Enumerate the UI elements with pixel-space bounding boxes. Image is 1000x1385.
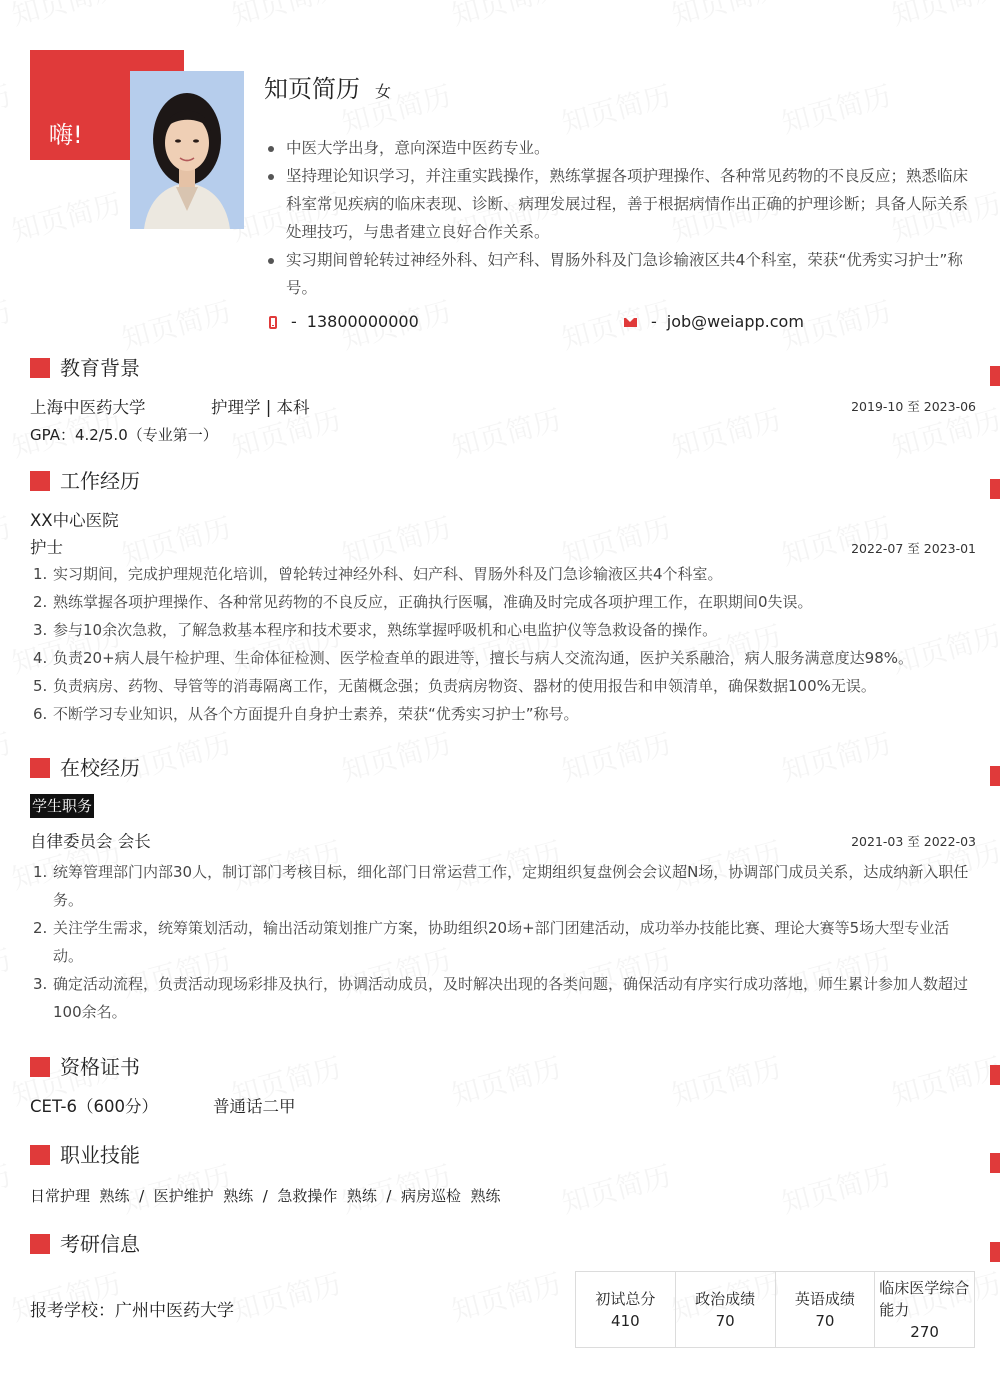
email-contact	[624, 309, 804, 335]
watermark-text	[667, 398, 786, 466]
section-exam-title	[30, 1229, 140, 1259]
watermark-text	[557, 722, 676, 790]
watermark-text	[557, 1154, 676, 1222]
work-item: 5. 负责病房、药物、导管等的消毒隔离工作，无菌概念强；负责病房物资、器材的使用报告和申领清单，确保数据100%无误。	[33, 677, 876, 695]
score-cell	[776, 1272, 876, 1347]
watermark-text	[0, 1154, 15, 1222]
candidate-name: 知页简历	[264, 75, 360, 103]
certificate-item: 普通话二甲	[213, 1097, 296, 1116]
watermark-text	[7, 182, 126, 250]
side-marker	[990, 1242, 1000, 1262]
watermark-text	[117, 290, 236, 358]
contact-separator: -	[651, 312, 657, 331]
watermark-text	[0, 722, 15, 790]
intro-item: 坚持理论知识学习，并注重实践操作，熟练掌握各项护理操作、各种常见药物的不良反应；熟悉临床科室常见疾病的临床表现、诊断、病理发展过程，善于根据病情作出正确的护理诊断；具备人际关系处理技巧，与患者建立良好合作关系。	[265, 162, 980, 246]
score-value: 70	[815, 1311, 835, 1330]
watermark-text	[667, 0, 786, 34]
candidate-gender: 女	[375, 82, 392, 101]
watermark-text	[227, 0, 346, 34]
company-name: XX中心医院	[30, 511, 119, 530]
watermark-text	[557, 74, 676, 142]
watermark-text	[777, 722, 896, 790]
section-campus-title	[30, 753, 140, 783]
watermark-text	[777, 1154, 896, 1222]
work-item: 1. 实习期间，完成护理规范化培训，曾轮转过神经外科、妇产科、胃肠外科及门急诊输液区共4个科室。	[33, 565, 723, 583]
watermark-text	[0, 938, 15, 1006]
intro-item: 实习期间曾轮转过神经外科、妇产科、胃肠外科及门急诊输液区共4个科室，荣获“优秀实习护士”称号。	[265, 246, 980, 302]
skills-line: 日常护理 熟练 / 医护维护 熟练 / 急救操作 熟练 / 病房巡检 熟练	[30, 1187, 501, 1205]
phone-contact	[269, 309, 419, 335]
section-marker	[30, 471, 50, 491]
campus-position: 自律委员会 会长	[30, 832, 151, 851]
campus-item: 2. 关注学生需求，统筹策划活动，输出活动策划推广方案，协助组织20场+部门团建活动，成功举办技能比赛、理论大赛等5场大型专业活动。	[33, 919, 950, 965]
score-cell	[576, 1272, 676, 1347]
section-skills-title	[30, 1140, 140, 1170]
watermark-text	[0, 290, 15, 358]
school-name: 上海中医药大学	[30, 398, 146, 417]
section-education-title	[30, 353, 140, 383]
intro-item: 中医大学出身，意向深造中医药专业。	[265, 134, 980, 162]
intro-list	[265, 134, 980, 302]
score-value: 70	[715, 1311, 735, 1330]
work-item: 6. 不断学习专业知识，从各个方面提升自身护士素养，荣获“优秀实习护士”称号。	[33, 705, 579, 723]
watermark-text	[227, 1262, 346, 1330]
section-marker	[30, 758, 50, 778]
campus-tag: 学生职务	[30, 794, 94, 818]
section-title-text: 在校经历	[60, 756, 140, 780]
watermark-text	[447, 1046, 566, 1114]
score-label: 英语成绩	[794, 1289, 855, 1308]
phone-icon	[269, 316, 277, 329]
section-certificates-title	[30, 1052, 140, 1082]
watermark-text	[0, 506, 15, 574]
campus-item: 3. 确定活动流程，负责活动现场彩排及执行，协调活动成员，及时解决出现的各类问题，确保活动有序实行成功落地，师生累计参加人数超过100余名。	[33, 975, 969, 1021]
avatar-photo	[130, 71, 244, 229]
watermark-text	[0, 74, 15, 142]
side-marker	[990, 479, 1000, 499]
section-marker	[30, 358, 50, 378]
campus-item: 1. 统筹管理部门内部30人，制订部门考核目标，细化部门日常运营工作，定期组织复盘例会会议超N场，协调部门成员关系，达成纳新入职任务。	[33, 863, 969, 909]
side-marker	[990, 766, 1000, 786]
contact-separator: -	[291, 312, 297, 331]
campus-date: 2021-03 至 2022-03	[851, 834, 976, 849]
section-title-text: 教育背景	[60, 356, 140, 380]
greeting: 嗨!	[49, 121, 83, 149]
section-title-text: 工作经历	[60, 469, 140, 493]
gpa: GPA：4.2/5.0（专业第一）	[30, 426, 218, 444]
score-label: 临床医学综合能力	[879, 1278, 970, 1319]
watermark-text	[887, 1046, 1000, 1114]
work-item: 3. 参与10余次急救，了解急救基本程序和技术要求，熟练掌握呼吸机和心电监护仪等急救设备的操作。	[33, 621, 718, 639]
score-label: 政治成绩	[695, 1289, 756, 1308]
score-cell	[875, 1272, 974, 1347]
watermark-text	[7, 0, 126, 34]
mail-icon	[624, 318, 637, 327]
work-item: 2. 熟练掌握各项护理操作、各种常见药物的不良反应，正确执行医嘱，准确及时完成各项护理工作，在职期间0失误。	[33, 593, 813, 611]
email-address[interactable]: job@weiapp.com	[666, 312, 804, 331]
score-table	[575, 1271, 975, 1348]
section-marker	[30, 1234, 50, 1254]
watermark-text	[667, 1046, 786, 1114]
section-marker	[30, 1145, 50, 1165]
watermark-text	[447, 1262, 566, 1330]
score-value: 270	[910, 1322, 939, 1341]
work-date: 2022-07 至 2023-01	[851, 541, 976, 556]
certificate-item: CET-6（600分）	[30, 1097, 158, 1116]
target-school: 报考学校：广州中医药大学	[30, 1301, 234, 1321]
score-value: 410	[611, 1311, 640, 1330]
work-item: 4. 负责20+病人晨午检护理、生命体征检测、医学检查单的跟进等，擅长与病人交流沟通，医护关系融洽，病人服务满意度达98%。	[33, 649, 914, 667]
phone-number[interactable]: 13800000000	[306, 312, 419, 331]
side-marker	[990, 366, 1000, 386]
watermark-text	[337, 722, 456, 790]
side-marker	[990, 1065, 1000, 1085]
work-items	[33, 560, 978, 728]
major-degree: 护理学 | 本科	[211, 398, 310, 417]
section-marker	[30, 1057, 50, 1077]
score-cell	[676, 1272, 776, 1347]
section-title-text: 职业技能	[60, 1143, 140, 1167]
job-role: 护士	[30, 538, 63, 557]
campus-items	[33, 858, 978, 1026]
side-marker	[990, 1153, 1000, 1173]
watermark-text	[447, 0, 566, 34]
education-date: 2019-10 至 2023-06	[851, 399, 976, 414]
section-title-text: 资格证书	[60, 1055, 140, 1079]
section-work-title	[30, 466, 140, 496]
watermark-text	[777, 74, 896, 142]
section-title-text: 考研信息	[60, 1232, 140, 1256]
score-label: 初试总分	[595, 1289, 656, 1308]
watermark-text	[887, 0, 1000, 34]
watermark-text	[447, 398, 566, 466]
